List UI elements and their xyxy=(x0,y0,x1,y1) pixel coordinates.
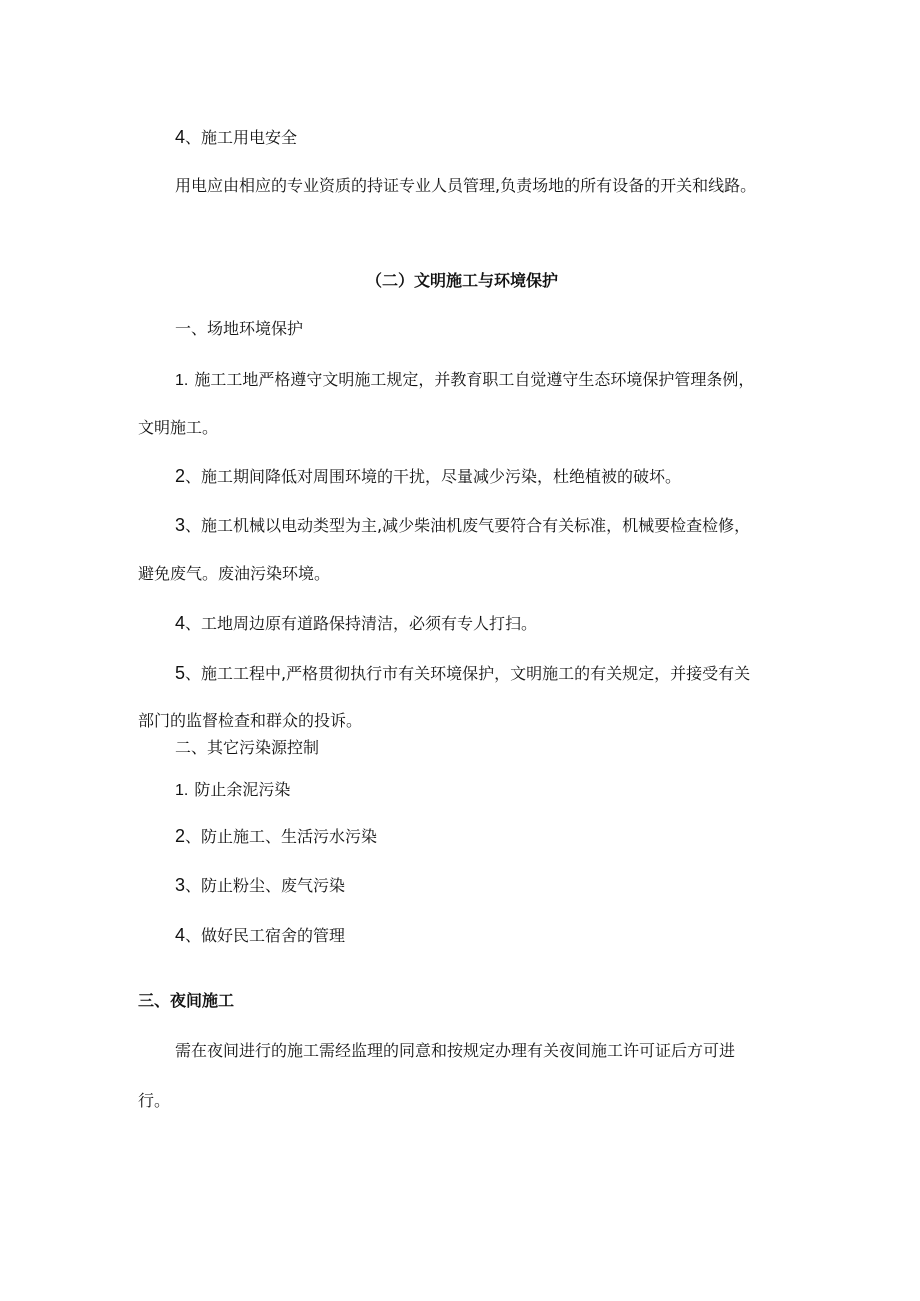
control-item-2 xyxy=(175,827,377,845)
list-item-1 xyxy=(175,372,754,389)
paragraph-text: 行。 xyxy=(138,1091,171,1110)
control-item-3 xyxy=(175,876,345,894)
list-text: 、工地周边原有道路保持清洁，必须有专人打扫。 xyxy=(185,614,538,633)
list-text: 、防止粉尘、废气污染 xyxy=(185,876,346,895)
list-item-2 xyxy=(175,467,681,485)
list-number: 5 xyxy=(175,663,186,683)
list-text: 避免废气。废油污染环境。 xyxy=(138,564,331,583)
list-item-1-continued xyxy=(138,420,218,436)
paragraph-text: 用电应由相应的专业资质的持证专业人员管理,负责场地的所有设备的开关和线路。 xyxy=(175,176,757,195)
control-item-1 xyxy=(175,782,290,799)
list-number: 4 xyxy=(175,925,186,945)
list-text: 、防止施工、生活污水污染 xyxy=(185,827,378,846)
paragraph-night-work xyxy=(175,1043,735,1059)
list-number: 3 xyxy=(175,515,186,535)
control-item-4 xyxy=(175,926,345,944)
list-item-3-continued xyxy=(138,566,330,582)
list-text: 、施工用电安全 xyxy=(185,128,298,147)
section-heading-civilized-construction xyxy=(366,273,558,289)
heading-text: （二）文明施工与环境保护 xyxy=(366,271,559,290)
list-number: 3 xyxy=(175,875,186,895)
list-number: 4 xyxy=(175,127,186,147)
list-number: 1. xyxy=(175,372,189,389)
list-number: 2 xyxy=(175,466,186,486)
list-number: 2 xyxy=(175,826,186,846)
paragraph-text: 需在夜间进行的施工需经监理的同意和按规定办理有关夜间施工许可证后方可进 xyxy=(175,1041,736,1060)
list-number: 4 xyxy=(175,613,186,633)
list-text: 、施工工程中,严格贯彻执行市有关环境保护，文明施工的有关规定，并接受有关 xyxy=(185,664,751,683)
subheading-other-pollution xyxy=(175,740,319,756)
list-text: 文明施工。 xyxy=(138,418,219,437)
list-text: 、施工机械以电动类型为主,减少柴油机废气要符合有关标准，机械要检查检修， xyxy=(185,516,751,535)
heading-text: 三、夜间施工 xyxy=(138,991,235,1010)
list-text: 防止余泥污染 xyxy=(194,780,291,799)
list-item-4 xyxy=(175,614,537,632)
list-item-5-continued xyxy=(138,713,362,729)
list-item-5 xyxy=(175,664,750,682)
list-text: 、做好民工宿舍的管理 xyxy=(185,926,346,945)
list-text: 部门的监督检查和群众的投诉。 xyxy=(138,711,363,730)
section-heading-night-work xyxy=(138,993,234,1009)
paragraph-night-work-continued xyxy=(138,1093,170,1109)
list-number: 1. xyxy=(175,782,189,799)
subheading-site-environment xyxy=(175,321,303,337)
list-text: 、施工期间降低对周围环境的干扰，尽量减少污染，杜绝植被的破坏。 xyxy=(185,467,682,486)
heading-text: 一、场地环境保护 xyxy=(175,319,304,338)
heading-text: 二、其它污染源控制 xyxy=(175,738,320,757)
paragraph-electric xyxy=(175,178,756,194)
item-construction-electric-safety xyxy=(175,128,297,146)
list-text: 施工工地严格遵守文明施工规定，并教育职工自觉遵守生态环境保护管理条例， xyxy=(194,370,755,389)
list-item-3 xyxy=(175,516,750,534)
